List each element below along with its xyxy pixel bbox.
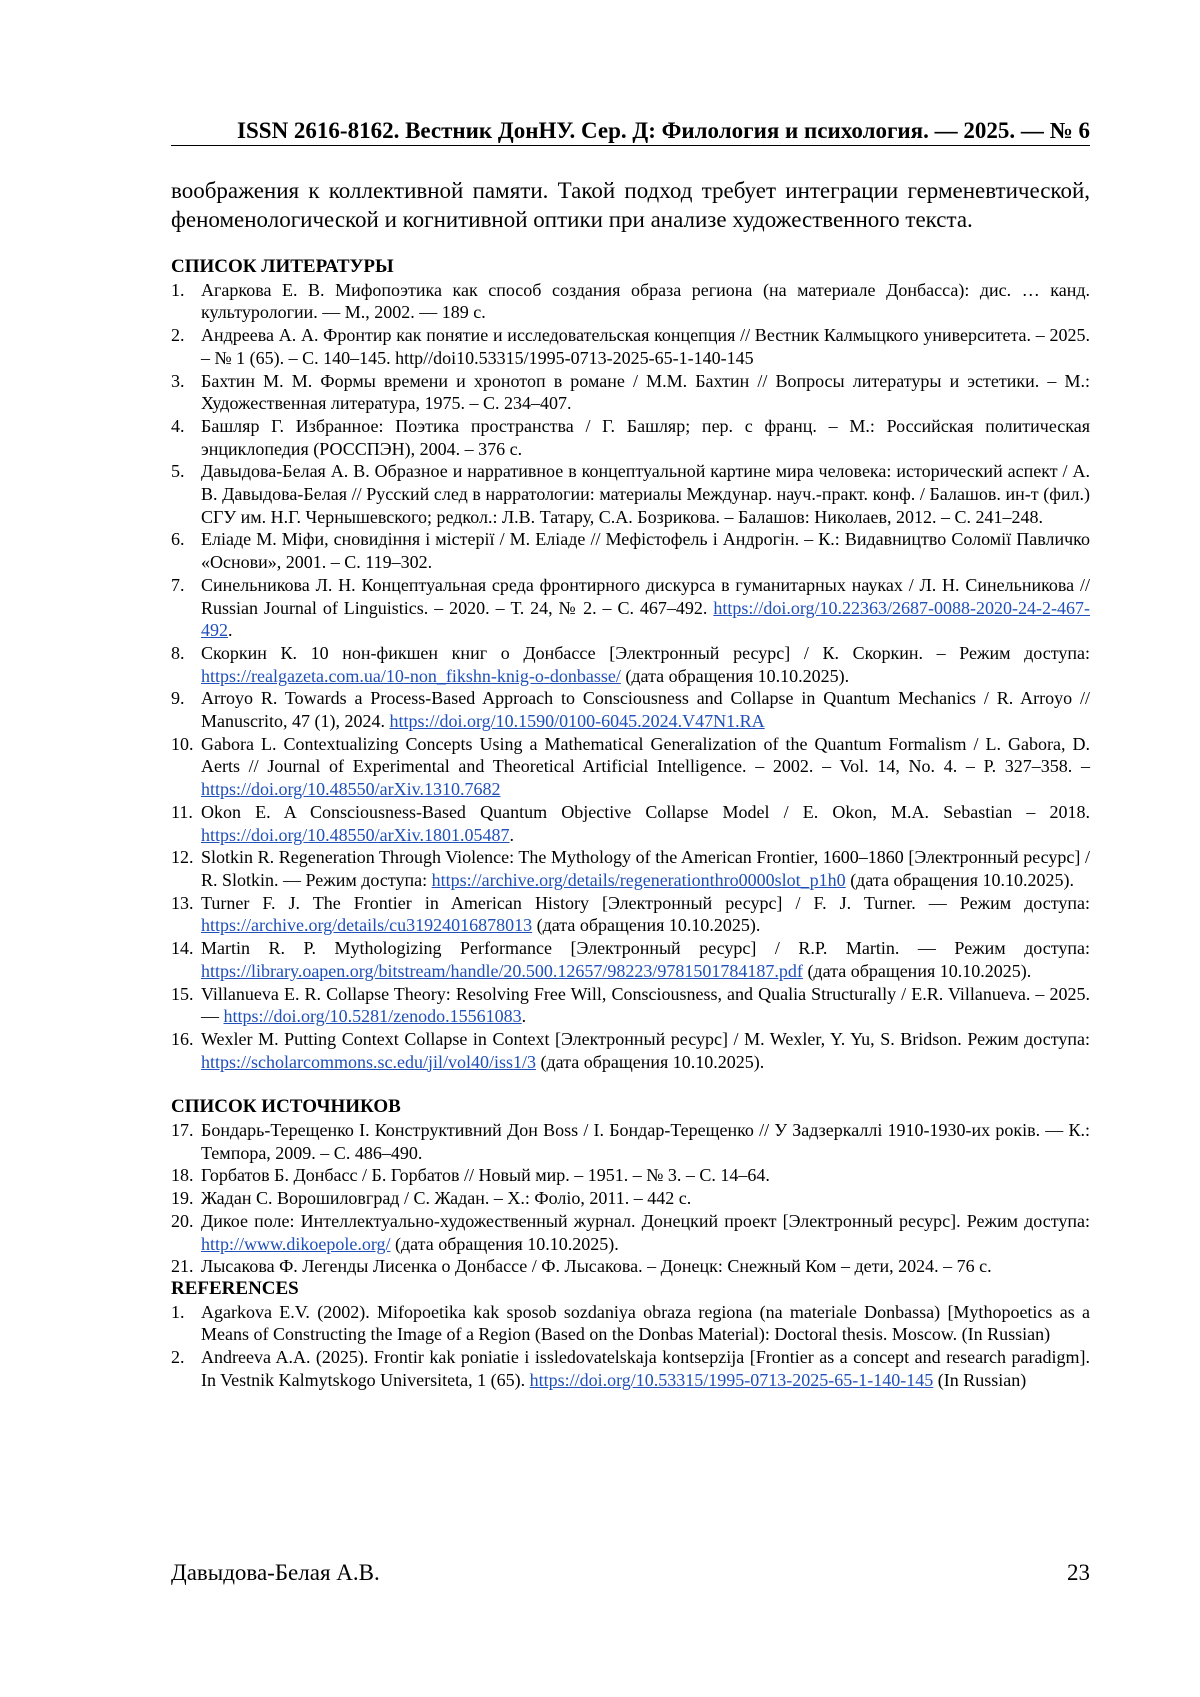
reference-body: Okon E. A Consciousness-Based Quantum Objective Collapse Model / E. Okon, M.A. Sebastian – 2018. [201,801,1090,822]
reference-link[interactable]: https://scholarcommons.sc.edu/jil/vol40/iss1/3 [201,1051,536,1072]
reference-text [201,733,1090,801]
reference-text [201,1119,1090,1164]
reference-body: Горбатов Б. Донбасс / Б. Горбатов // Новый мир. – 1951. – № 3. – С. 14–64. [201,1165,770,1186]
reference-body: Gabora L. Contextualizing Concepts Using a Mathematical Generalization of the Quantum Formalism / L. Gabora, D. Aerts // Journal of Experimental and Theoretical Artificial Intelligence. – 2002. – Vol. 14, No. 4. – P. 327–358. – [201,733,1090,777]
reference-body: Агаркова Е. В. Мифопоэтика как способ создания образа региона (на материале Донбасса): дис. … канд. культурологии. — М., 2002. — 189 с. [201,279,1090,323]
reference-text [201,801,1090,846]
reference-number: 13. [171,892,194,913]
section-spacer [171,1073,1090,1096]
reference-number: 14. [171,938,194,959]
reference-link[interactable]: https://doi.org/10.48550/arXiv.1801.05487 [201,824,510,845]
reference-link[interactable]: https://doi.org/10.22363/2687-0088-2020-24-2-467-492 [201,597,1090,641]
reference-link[interactable]: https://archive.org/details/regenerationthro0000slot_p1h0 [431,869,846,890]
reference-tail: (дата обращения 10.10.2025). [532,915,761,936]
reference-number: 2. [171,325,185,346]
reference-item [171,279,1090,324]
reference-item [171,1187,1090,1210]
reference-text [201,846,1090,891]
reference-tail: (дата обращения 10.10.2025). [620,665,850,686]
reference-item [171,846,1090,891]
reference-text [201,892,1090,937]
reference-number: 17. [171,1120,194,1141]
references-list [171,1301,1090,1392]
reference-link[interactable]: https://archive.org/details/cu31924016878013 [201,915,533,936]
reference-text [201,1255,1090,1278]
reference-number: 4. [171,415,185,436]
reference-item [171,528,1090,573]
reference-body: Еліаде М. Міфи, сновидіння і містерії / М. Еліаде // Мефістофель і Андрогін. – К.: Видавництво Соломії Павличко «Основи», 2001. – С. 119–302. [201,529,1090,573]
reference-number: 9. [171,688,185,709]
reference-body: Martin R. P. Mythologizing Performance [Электронный ресурс] / R.P. Martin. — Режим доступа: [201,938,1090,959]
reference-text [201,528,1090,573]
reference-item [171,415,1090,460]
page-number: 23 [1067,1560,1090,1585]
literature-title: СПИСОК ЛИТЕРАТУРЫ [171,256,394,277]
reference-number: 2. [171,1347,185,1368]
reference-tail: (дата обращения 10.10.2025). [536,1051,765,1072]
references-title: REFERENCES [171,1277,299,1299]
reference-text [201,687,1090,732]
reference-body: Slotkin R. Regeneration Through Violence: The Mythology of the American Frontier, 1600–1860 [Электронный ресурс] / R. Slotkin. — Режим доступа: [201,847,1090,890]
reference-link[interactable]: https://doi.org/10.5281/zenodo.15561083 [223,1006,522,1027]
reference-number: 11. [171,801,193,822]
reference-tail: . [521,1006,527,1027]
reference-body: Лысакова Ф. Легенды Лисенка о Донбассе / Ф. Лысакова. – Донецк: Снежный Ком – дети, 2024. – 76 с. [201,1256,992,1277]
reference-text [201,642,1090,687]
reference-body: Скоркин К. 10 нон-фикшен книг о Донбассе [Электронный ресурс] / К. Скоркин. – Режим доступа: [201,642,1090,663]
reference-tail: (дата обращения 10.10.2025). [390,1233,619,1254]
reference-item [171,1028,1090,1073]
reference-link[interactable]: https://realgazeta.com.ua/10-non_fikshn-knig-o-donbasse/ [201,665,621,686]
reference-link[interactable]: https://library.oapen.org/bitstream/handle/20.500.12657/98223/9781501784187.pdf [201,960,803,981]
reference-body: Давыдова-Белая А. В. Образное и нарративное в концептуальной картине мира человека: исторический аспект / А. В. Давыдова-Белая // Русский след в нарратологии: материалы Междунар. науч.-практ. конф. / Балашов. ин-т (фил.) СГУ им. Н.Г. Чернышевского; редкол.: Л.В. Татару, С.А. Бозрикова. – Балашов: Николаев, 2012. – С. 241–248. [201,461,1090,527]
reference-tail: . [509,824,514,845]
reference-text [201,460,1090,528]
reference-tail: (дата обращения 10.10.2025). [845,869,1074,890]
header-rule [171,145,1090,146]
reference-item [171,733,1090,801]
reference-body: Villanueva E. R. Collapse Theory: Resolving Free Will, Consciousness, and Qualia Structurally / E.R. Villanueva. – 2025. — [201,983,1090,1027]
reference-item [171,1164,1090,1187]
reference-number: 1. [171,1301,185,1322]
reference-item [171,574,1090,642]
reference-body: Бондарь-Терещенко І. Конструктивний Дон Boss / І. Бондар-Терещенко // У Задзеркаллі 1910-1930-их років. — К.: Темпора, 2009. – С. 486–490. [201,1120,1090,1163]
reference-text [201,1346,1090,1391]
reference-item [171,892,1090,937]
reference-number: 7. [171,574,185,595]
reference-body: Бахтин М. М. Формы времени и хронотоп в романе / М.М. Бахтин // Вопросы литературы и эстетики. – М.: Художественная литература, 1975. – С. 234–407. [201,370,1090,414]
literature-list [171,279,1090,1074]
sources-list [171,1119,1090,1278]
reference-link[interactable]: https://doi.org/10.48550/arXiv.1310.7682 [201,779,501,800]
reference-body: Wexler M. Putting Context Collapse in Context [Электронный ресурс] / M. Wexler, Y. Yu, S. Bridson. Режим доступа: [201,1028,1090,1049]
reference-link[interactable]: https://doi.org/10.53315/1995-0713-2025-65-1-140-145 [529,1369,934,1390]
reference-item [171,1119,1090,1164]
reference-text [201,937,1090,982]
reference-text [201,1301,1090,1346]
reference-item [171,1346,1090,1391]
reference-item [171,983,1090,1028]
footer-author: Давыдова-Белая А.В. [171,1560,380,1585]
reference-body: Башляр Г. Избранное: Поэтика пространства / Г. Башляр; пер. с франц. – М.: Российская политическая энциклопедия (РОССПЭН), 2004. – 376 с. [201,415,1090,459]
reference-body: Turner F. J. The Frontier in American History [Электронный ресурс] / F. J. Turner. — Режим доступа: [201,892,1090,913]
reference-text [201,415,1090,460]
reference-number: 20. [171,1210,194,1231]
intro-paragraph: воображения к коллективной памяти. Такой подход требует интеграции герменевтической, феноменологической и когнитивной оптики при анализе художественного текста. [171,178,1090,232]
reference-text [201,1210,1090,1255]
reference-item [171,642,1090,687]
reference-number: 5. [171,461,185,482]
reference-number: 18. [171,1165,194,1186]
running-head: ISSN 2616-8162. Вестник ДонНУ. Сер. Д: Филология и психология. — 2025. — № 6 [237,118,1090,143]
reference-number: 16. [171,1028,194,1049]
reference-body: Андреева А. А. Фронтир как понятие и исследовательская концепция // Вестник Калмыцкого университета. – 2025. – № 1 (65). – С. 140–145. http//doi10.53315/1995-0713-2025-65-1-140-145 [201,325,1090,368]
reference-text [201,1028,1090,1073]
reference-number: 19. [171,1188,194,1209]
reference-body: Синельникова Л. Н. Концептуальная среда фронтирного дискурса в гуманитарных науках / Л. Н. Синельникова // Russian Journal of Linguistics. – 2020. – Т. 24, № 2. – С. 467–492. [201,574,1090,618]
reference-body: Arroyo R. Towards a Process-Based Approach to Consciousness and Collapse in Quantum Mechanics / R. Arroyo // Manuscrito, 47 (1), 2024. [201,688,1090,732]
reference-item [171,460,1090,528]
reference-link[interactable]: https://doi.org/10.1590/0100-6045.2024.V47N1.RA [389,711,765,732]
reference-number: 10. [171,733,194,754]
reference-item [171,801,1090,846]
reference-number: 6. [171,529,185,550]
reference-body: Дикое поле: Интеллектуально-художественный журнал. Донецкий проект [Электронный ресурс]. Режим доступа: [201,1210,1090,1231]
reference-item [171,687,1090,732]
reference-number: 15. [171,983,194,1004]
reference-number: 3. [171,370,185,391]
reference-text [201,983,1090,1028]
reference-text [201,1187,1090,1210]
reference-item [171,1255,1090,1278]
reference-text [201,1164,1090,1187]
reference-text [201,279,1090,324]
reference-text [201,324,1090,369]
sources-title: СПИСОК ИСТОЧНИКОВ [171,1096,401,1118]
reference-body: Agarkova E.V. (2002). Mifopoetika kak sposob sozdaniya obraza regiona (na materiale Donbassa) [Mythopoetics as a Means of Constructing the Image of a Region (Based on the Donbas Material): Doctoral thesis. Moscow. (In Russian) [201,1301,1090,1345]
reference-number: 21. [171,1256,194,1277]
reference-number: 8. [171,642,185,663]
reference-body: Andreeva A.A. (2025). Frontir kak poniatie i issledovatelskaja kontsepzija [Frontier as a concept and research paradigm]. In Vestnik Kalmytskogo Universiteta, 1 (65). [201,1347,1090,1390]
reference-tail: (In Russian) [933,1369,1027,1390]
reference-item [171,1301,1090,1346]
reference-number: 1. [171,279,185,300]
reference-link[interactable]: http://www.dikoepole.org/ [201,1233,391,1254]
reference-item [171,370,1090,415]
reference-number: 12. [171,847,194,868]
reference-text [201,370,1090,415]
reference-item [171,324,1090,369]
reference-tail: (дата обращения 10.10.2025). [802,960,1032,981]
bibliography [171,256,1090,1391]
reference-item [171,1210,1090,1255]
reference-body: Жадан С. Ворошиловград / С. Жадан. – Х.: Фоліо, 2011. – 442 с. [201,1188,692,1209]
reference-tail: . [228,620,233,641]
reference-text [201,574,1090,642]
reference-item [171,937,1090,982]
